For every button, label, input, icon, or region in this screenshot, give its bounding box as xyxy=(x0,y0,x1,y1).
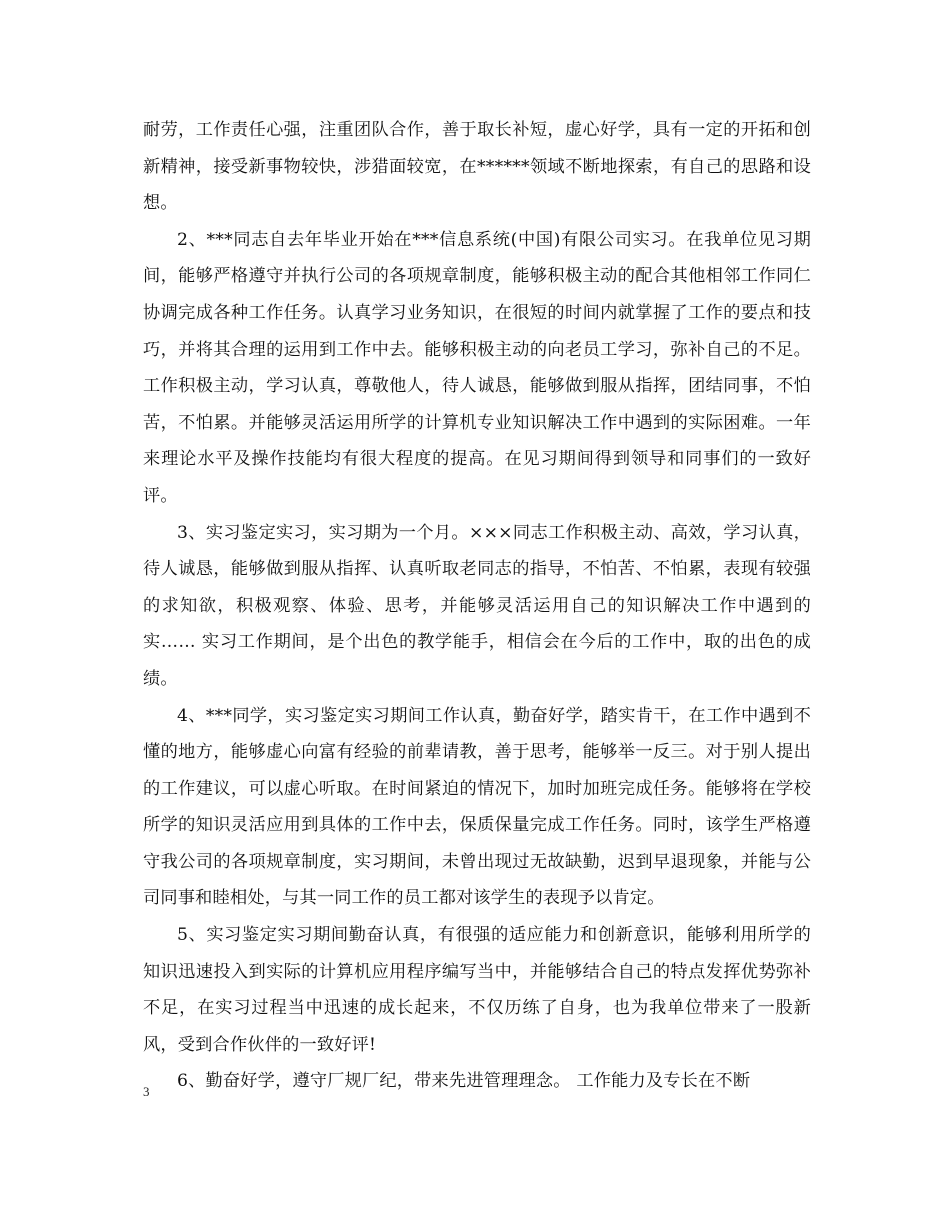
document-body xyxy=(143,112,811,1100)
paragraph-item-2: 2、***同志自去年毕业开始在***信息系统(中国)有限公司实习。在我单位见习期间，能够严格遵守并执行公司的各项规章制度，能够积极主动的配合其他相邻工作同仁协调完成各种工作任务。认真学习业务知识，在很短的时间内就掌握了工作的要点和技巧，并将其合理的运用到工作中去。能够积极主动的向老员工学习，弥补自己的不足。工作积极主动，学习认真，尊敬他人，待人诚恳，能够做到服从指挥，团结同事，不怕苦，不怕累。并能够灵活运用所学的计算机专业知识解决工作中遇到的实际困难。一年来理论水平及操作技能均有很大程度的提高。在见习期间得到领导和同事们的一致好评。 xyxy=(143,229,811,506)
page-number: 3 xyxy=(143,1084,150,1099)
paragraph-item-3: 3、实习鉴定实习，实习期为一个月。×××同志工作积极主动、高效，学习认真，待人诚恳，能够做到服从指挥、认真听取老同志的指导，不怕苦、不怕累，表现有较强的求知欲，积极观察、体验、思考，并能够灵活运用自己的知识解决工作中遇到的实…… 实习工作期间，是个出色的教学能手，相信会在今后的工作中，取的出色的成绩。 xyxy=(143,522,811,689)
paragraph-item-6: 6、勤奋好学，遵守厂规厂纪，带来先进管理理念。 工作能力及专长在不断 xyxy=(177,1071,751,1092)
paragraph-item-5: 5、实习鉴定实习期间勤奋认真，有很强的适应能力和创新意识，能够利用所学的知识迅速投入到实际的计算机应用程序编写当中，并能够结合自己的特点发挥优势弥补不足，在实习过程当中迅速的成长起来，不仅历练了自身，也为我单位带来了一股新风，受到合作伙伴的一致好评! xyxy=(143,925,811,1055)
paragraph-continuation: 耐劳，工作责任心强，注重团队合作，善于取长补短，虚心好学，具有一定的开拓和创新精神，接受新事物较快，涉猎面较宽，在******领域不断地探索，有自己的思路和设想。 xyxy=(143,120,811,214)
paragraph-item-4: 4、***同学，实习鉴定实习期间工作认真，勤奋好学，踏实肯干，在工作中遇到不懂的地方，能够虚心向富有经验的前辈请教，善于思考，能够举一反三。对于别人提出的工作建议，可以虚心听取。在时间紧迫的情况下，加时加班完成任务。能够将在学校所学的知识灵活应用到具体的工作中去，保质保量完成工作任务。同时，该学生严格遵守我公司的各项规章制度，实习期间，未曾出现过无故缺勤，迟到早退现象，并能与公司同事和睦相处，与其一同工作的员工都对该学生的表现予以肯定。 xyxy=(143,705,811,909)
